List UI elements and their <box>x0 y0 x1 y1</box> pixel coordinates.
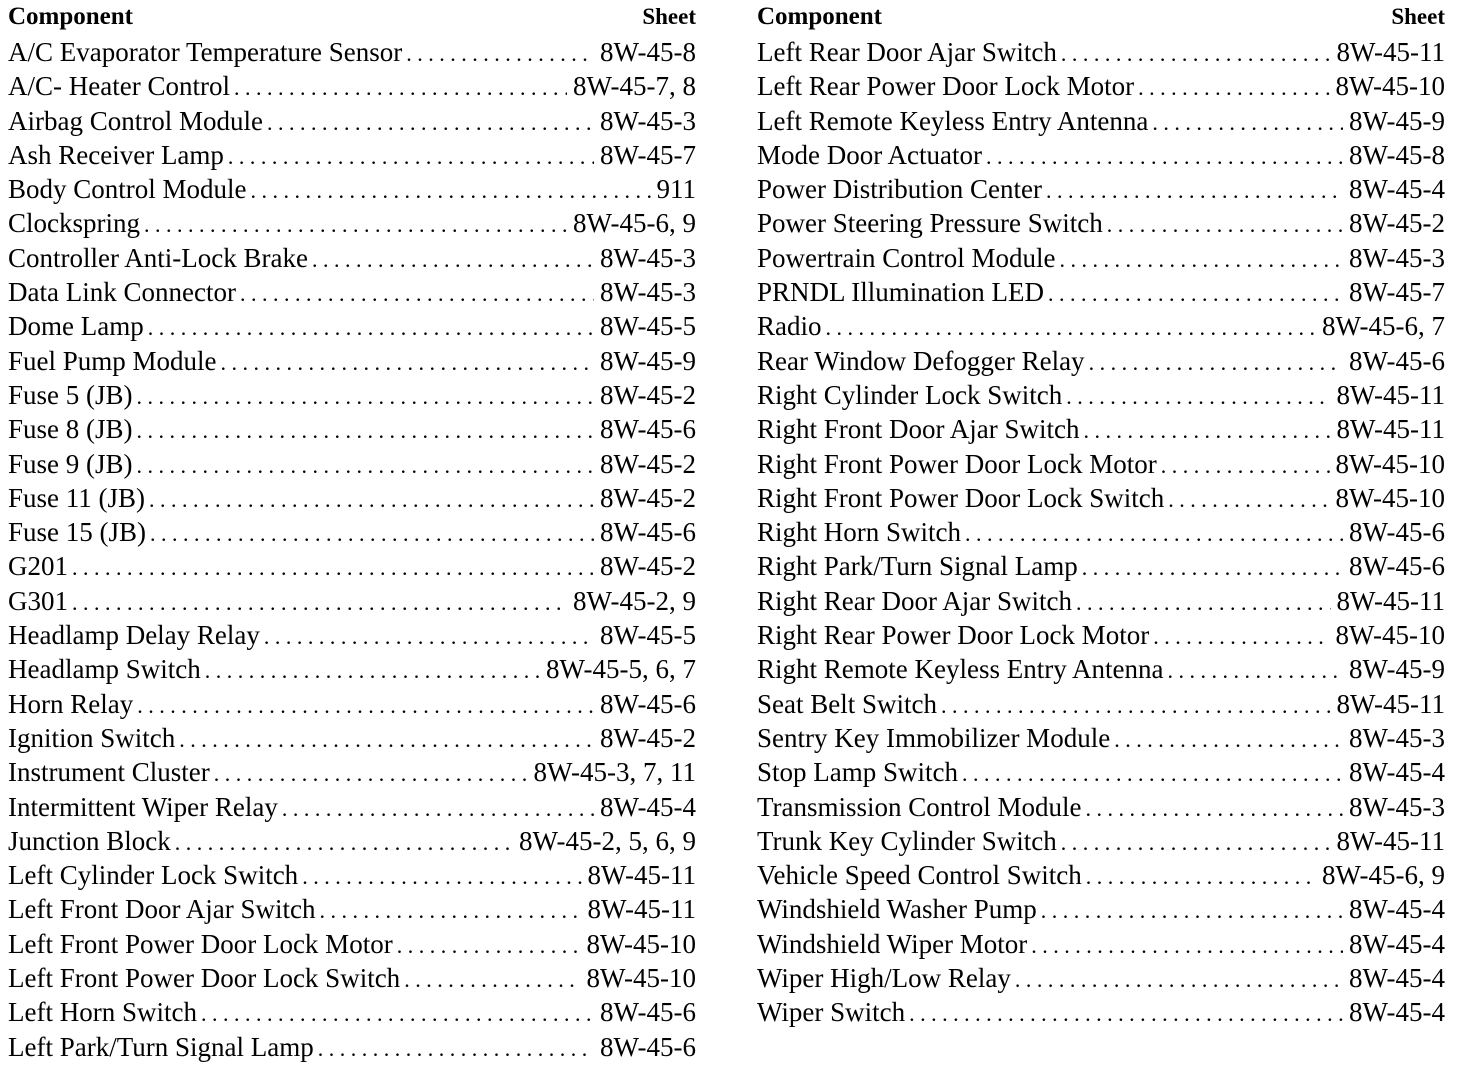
component-name: Fuse 15 (JB) <box>8 517 147 548</box>
component-name: Right Park/Turn Signal Lamp <box>757 551 1078 582</box>
index-row <box>8 481 696 515</box>
index-row <box>8 447 696 481</box>
sheet-reference: 8W-45-10 <box>586 928 696 959</box>
index-row <box>757 206 1445 240</box>
sheet-reference: 8W-45-7, 8 <box>573 71 696 102</box>
index-row <box>757 549 1445 583</box>
index-row <box>757 344 1445 378</box>
component-name: Dome Lamp <box>8 311 144 342</box>
component-name: Left Cylinder Lock Switch <box>8 860 299 891</box>
index-row <box>8 412 696 446</box>
component-name: Left Rear Power Door Lock Motor <box>757 71 1135 102</box>
component-name: Headlamp Delay Relay <box>8 620 260 651</box>
component-name: Fuse 5 (JB) <box>8 379 133 410</box>
dot-leader <box>1046 172 1343 208</box>
dot-leader <box>1114 721 1343 757</box>
sheet-reference: 8W-45-3 <box>1349 791 1445 822</box>
dot-leader <box>826 309 1317 345</box>
component-name: Right Front Door Ajar Switch <box>757 414 1080 445</box>
sheet-reference: 8W-45-8 <box>1349 139 1445 170</box>
dot-leader <box>144 206 567 242</box>
dot-leader <box>1084 412 1331 448</box>
component-name: Transmission Control Module <box>757 791 1082 822</box>
sheet-heading: Sheet <box>1391 4 1445 29</box>
index-row <box>8 241 696 275</box>
sheet-reference: 8W-45-10 <box>1335 71 1445 102</box>
component-name: Fuse 9 (JB) <box>8 448 133 479</box>
component-name: Intermittent Wiper Relay <box>8 791 278 822</box>
index-row <box>757 584 1445 618</box>
component-name: Left Horn Switch <box>8 997 197 1028</box>
sheet-reference: 8W-45-6, 9 <box>573 208 696 239</box>
sheet-reference: 8W-45-6, 7 <box>1322 311 1445 342</box>
sheet-reference: 8W-45-8 <box>600 37 696 67</box>
dot-leader <box>228 138 594 174</box>
right-column-header <box>757 3 1445 35</box>
component-name: Right Rear Power Door Lock Motor <box>757 620 1150 651</box>
dot-leader <box>986 138 1343 174</box>
sheet-reference: 8W-45-4 <box>1349 963 1445 994</box>
index-row <box>8 824 696 858</box>
index-row <box>757 995 1445 1029</box>
component-name: Wiper Switch <box>757 997 906 1028</box>
sheet-reference: 8W-45-2 <box>600 379 696 410</box>
index-row <box>757 172 1445 206</box>
dot-leader <box>1059 241 1343 277</box>
dot-leader <box>137 378 595 414</box>
dot-leader <box>72 584 567 620</box>
component-name: Left Front Door Ajar Switch <box>8 894 316 925</box>
sheet-reference: 8W-45-4 <box>1349 894 1445 925</box>
component-name: Rear Window Defogger Relay <box>757 345 1085 376</box>
component-name: Right Front Power Door Lock Motor <box>757 448 1157 479</box>
index-row <box>757 618 1445 652</box>
sheet-reference: 8W-45-10 <box>586 963 696 994</box>
dot-leader <box>312 241 594 277</box>
sheet-reference: 8W-45-2 <box>600 482 696 513</box>
component-name: Ash Receiver Lamp <box>8 139 224 170</box>
sheet-reference: 8W-45-2, 9 <box>573 585 696 616</box>
component-name: Mode Door Actuator <box>757 139 982 170</box>
right-component-list <box>757 35 1445 1030</box>
component-name: Right Remote Keyless Entry Antenna <box>757 654 1164 685</box>
sheet-reference: 8W-45-7 <box>1349 277 1445 308</box>
index-row <box>8 69 696 103</box>
sheet-reference: 911 <box>656 174 696 205</box>
index-row <box>8 927 696 961</box>
dot-leader <box>1082 549 1343 585</box>
index-row <box>757 927 1445 961</box>
component-name: Headlamp Switch <box>8 654 201 685</box>
index-row <box>8 549 696 583</box>
dot-leader <box>1089 344 1343 380</box>
sheet-reference: 8W-45-3 <box>1349 722 1445 753</box>
sheet-reference: 8W-45-2 <box>600 722 696 753</box>
sheet-reference: 8W-45-4 <box>1349 997 1445 1028</box>
index-row <box>757 447 1445 481</box>
component-name: Sentry Key Immobilizer Module <box>757 722 1111 753</box>
dot-leader <box>406 35 594 71</box>
component-name: Fuel Pump Module <box>8 345 217 376</box>
sheet-reference: 8W-45-11 <box>1336 414 1445 445</box>
component-name: Left Front Power Door Lock Switch <box>8 963 401 994</box>
index-row <box>757 515 1445 549</box>
index-row <box>8 378 696 412</box>
dot-leader <box>137 447 595 483</box>
sheet-reference: 8W-45-3, 7, 11 <box>533 757 696 788</box>
component-name: Instrument Cluster <box>8 757 210 788</box>
dot-leader <box>149 481 594 517</box>
component-name: Airbag Control Module <box>8 105 263 136</box>
component-name: Powertrain Control Module <box>757 242 1056 273</box>
dot-leader <box>1048 275 1343 311</box>
dot-leader <box>1086 790 1343 826</box>
index-row <box>8 172 696 206</box>
index-row <box>8 1030 696 1064</box>
dot-leader <box>962 755 1343 791</box>
component-name: PRNDL Illumination LED <box>757 277 1044 308</box>
dot-leader <box>941 687 1331 723</box>
sheet-reference: 8W-45-11 <box>1336 379 1445 410</box>
right-column <box>757 3 1445 1030</box>
component-name: Junction Block <box>8 825 171 856</box>
component-name: Controller Anti-Lock Brake <box>8 242 308 273</box>
dot-leader <box>148 309 594 345</box>
sheet-reference: 8W-45-4 <box>1349 757 1445 788</box>
index-row <box>757 961 1445 995</box>
sheet-reference: 8W-45-2 <box>1349 208 1445 239</box>
index-row <box>8 721 696 755</box>
index-row <box>757 69 1445 103</box>
index-row <box>8 755 696 789</box>
index-row <box>757 687 1445 721</box>
index-row <box>8 138 696 172</box>
index-row <box>757 104 1445 138</box>
dot-leader <box>240 275 594 311</box>
index-row <box>8 961 696 995</box>
component-name: Body Control Module <box>8 174 247 205</box>
component-name: Left Remote Keyless Entry Antenna <box>757 105 1149 136</box>
dot-leader <box>1168 481 1329 517</box>
sheet-reference: 8W-45-11 <box>587 860 696 891</box>
sheet-reference: 8W-45-6 <box>1349 345 1445 376</box>
component-name: Left Rear Door Ajar Switch <box>757 37 1057 67</box>
sheet-heading: Sheet <box>642 4 696 29</box>
component-name: Left Park/Turn Signal Lamp <box>8 1031 314 1062</box>
index-row <box>757 378 1445 412</box>
index-row <box>757 412 1445 446</box>
sheet-reference: 8W-45-11 <box>1336 688 1445 719</box>
component-name: Power Distribution Center <box>757 174 1042 205</box>
dot-leader <box>1015 961 1343 997</box>
index-row <box>757 275 1445 309</box>
dot-leader <box>234 69 567 105</box>
sheet-reference: 8W-45-7 <box>600 139 696 170</box>
component-name: Stop Lamp Switch <box>757 757 958 788</box>
index-row <box>757 858 1445 892</box>
component-name: Data Link Connector <box>8 277 236 308</box>
sheet-reference: 8W-45-2 <box>600 551 696 582</box>
sheet-reference: 8W-45-5, 6, 7 <box>546 654 696 685</box>
sheet-reference: 8W-45-4 <box>1349 928 1445 959</box>
sheet-reference: 8W-45-6 <box>600 688 696 719</box>
index-row <box>8 652 696 686</box>
sheet-reference: 8W-45-2, 5, 6, 9 <box>519 825 696 856</box>
sheet-reference: 8W-45-11 <box>1336 825 1445 856</box>
component-name: G201 <box>8 551 68 582</box>
index-row <box>757 652 1445 686</box>
index-row <box>8 104 696 138</box>
sheet-reference: 8W-45-6 <box>600 517 696 548</box>
sheet-reference: 8W-45-11 <box>1336 37 1445 67</box>
sheet-reference: 8W-45-3 <box>1349 242 1445 273</box>
index-row <box>757 721 1445 755</box>
dot-leader <box>137 687 594 723</box>
left-component-list <box>8 35 696 1064</box>
dot-leader <box>1107 206 1343 242</box>
index-row <box>757 824 1445 858</box>
sheet-reference: 8W-45-11 <box>587 894 696 925</box>
index-row <box>8 309 696 343</box>
index-row <box>8 584 696 618</box>
component-name: Right Cylinder Lock Switch <box>757 379 1063 410</box>
component-name: Windshield Washer Pump <box>757 894 1037 925</box>
dot-leader <box>965 515 1343 551</box>
sheet-reference: 8W-45-10 <box>1335 482 1445 513</box>
dot-leader <box>1041 892 1343 928</box>
component-name: G301 <box>8 585 68 616</box>
dot-leader <box>1066 378 1330 414</box>
dot-leader <box>404 961 580 997</box>
sheet-reference: 8W-45-11 <box>1336 585 1445 616</box>
sheet-reference: 8W-45-9 <box>1349 105 1445 136</box>
dot-leader <box>1152 104 1343 140</box>
dot-leader <box>397 927 581 963</box>
dot-leader <box>1086 858 1316 894</box>
dot-leader <box>302 858 581 894</box>
index-row <box>8 35 696 69</box>
dot-leader <box>267 104 594 140</box>
dot-leader <box>282 790 594 826</box>
dot-leader <box>214 755 528 791</box>
dot-leader <box>150 515 594 551</box>
component-heading: Component <box>8 3 134 30</box>
dot-leader <box>1076 584 1331 620</box>
sheet-reference: 8W-45-6 <box>1349 517 1445 548</box>
dot-leader <box>175 824 513 860</box>
index-row <box>8 344 696 378</box>
component-name: Vehicle Speed Control Switch <box>757 860 1082 891</box>
index-row <box>757 241 1445 275</box>
index-row <box>757 892 1445 926</box>
component-name: Clockspring <box>8 208 140 239</box>
sheet-reference: 8W-45-3 <box>600 105 696 136</box>
index-row <box>757 755 1445 789</box>
dot-leader <box>1061 35 1331 71</box>
dot-leader <box>1167 652 1343 688</box>
dot-leader <box>137 412 595 448</box>
sheet-reference: 8W-45-9 <box>1349 654 1445 685</box>
index-row <box>8 892 696 926</box>
index-row <box>8 858 696 892</box>
dot-leader <box>319 892 581 928</box>
index-row <box>8 515 696 549</box>
sheet-reference: 8W-45-6, 9 <box>1322 860 1445 891</box>
left-column-header <box>8 3 696 35</box>
index-row <box>8 618 696 652</box>
component-name: Power Steering Pressure Switch <box>757 208 1103 239</box>
component-name: Fuse 8 (JB) <box>8 414 133 445</box>
dot-leader <box>221 344 595 380</box>
component-name: Windshield Wiper Motor <box>757 928 1028 959</box>
index-row <box>757 35 1445 69</box>
dot-leader <box>1153 618 1329 654</box>
sheet-reference: 8W-45-9 <box>600 345 696 376</box>
dot-leader <box>909 995 1343 1031</box>
dot-leader <box>1061 824 1331 860</box>
component-name: Fuse 11 (JB) <box>8 482 146 513</box>
component-name: Left Front Power Door Lock Motor <box>8 928 393 959</box>
dot-leader <box>205 652 540 688</box>
component-name: Radio <box>757 311 822 342</box>
component-name: Right Rear Door Ajar Switch <box>757 585 1072 616</box>
component-name: Right Horn Switch <box>757 517 962 548</box>
component-name: Trunk Key Cylinder Switch <box>757 825 1057 856</box>
sheet-reference: 8W-45-10 <box>1335 620 1445 651</box>
dot-leader <box>1031 927 1343 963</box>
dot-leader <box>72 549 594 585</box>
dot-leader <box>264 618 594 654</box>
component-name: Ignition Switch <box>8 722 176 753</box>
index-row <box>757 309 1445 343</box>
index-row <box>8 687 696 721</box>
component-name: Seat Belt Switch <box>757 688 937 719</box>
sheet-reference: 8W-45-3 <box>600 242 696 273</box>
sheet-reference: 8W-45-6 <box>1349 551 1445 582</box>
sheet-reference: 8W-45-4 <box>600 791 696 822</box>
component-name: Horn Relay <box>8 688 134 719</box>
sheet-reference: 8W-45-3 <box>600 277 696 308</box>
sheet-reference: 8W-45-5 <box>600 311 696 342</box>
index-row <box>757 790 1445 824</box>
index-row <box>8 206 696 240</box>
component-name: A/C- Heater Control <box>8 71 230 102</box>
component-name: Right Front Power Door Lock Switch <box>757 482 1165 513</box>
dot-leader <box>1138 69 1329 105</box>
sheet-reference: 8W-45-6 <box>600 997 696 1028</box>
sheet-reference: 8W-45-4 <box>1349 174 1445 205</box>
dot-leader <box>318 1030 594 1066</box>
sheet-reference: 8W-45-10 <box>1335 448 1445 479</box>
component-name: Wiper High/Low Relay <box>757 963 1011 994</box>
index-row <box>8 995 696 1029</box>
component-heading: Component <box>757 3 883 30</box>
index-row <box>757 138 1445 172</box>
left-column <box>8 3 696 1064</box>
dot-leader <box>251 172 651 208</box>
sheet-reference: 8W-45-6 <box>600 414 696 445</box>
dot-leader <box>201 995 594 1031</box>
sheet-reference: 8W-45-5 <box>600 620 696 651</box>
index-row <box>757 481 1445 515</box>
sheet-reference: 8W-45-6 <box>600 1031 696 1062</box>
index-row <box>8 275 696 309</box>
index-row <box>8 790 696 824</box>
sheet-reference: 8W-45-2 <box>600 448 696 479</box>
dot-leader <box>1161 447 1330 483</box>
component-name: A/C Evaporator Temperature Sensor <box>8 37 403 67</box>
dot-leader <box>179 721 594 757</box>
